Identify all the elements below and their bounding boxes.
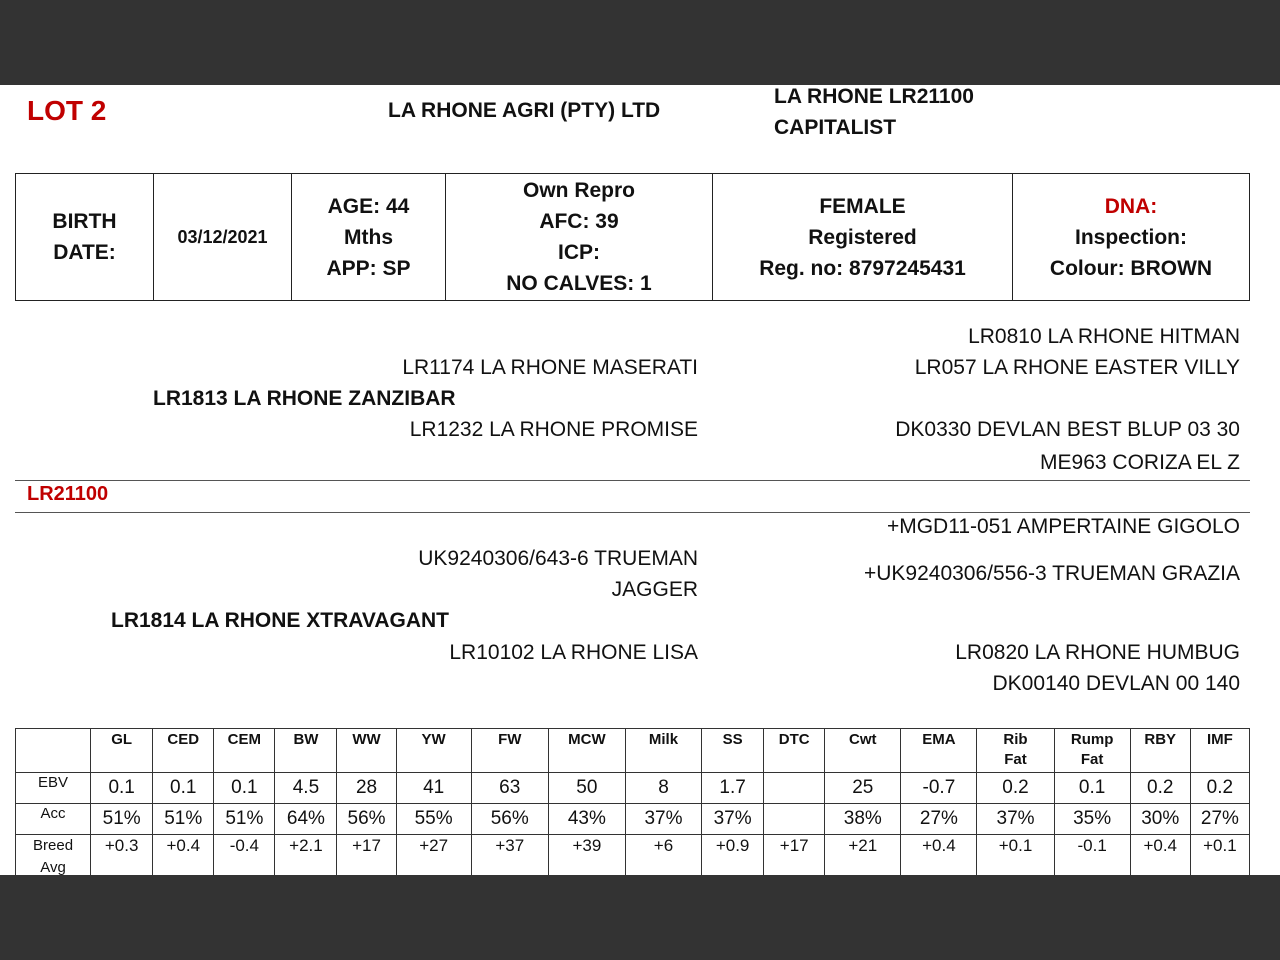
ebv-cell: 50: [548, 773, 625, 804]
birth-label-2: DATE:: [53, 241, 116, 264]
ped-ds-sire: +MGD11-051 AMPERTAINE GIGOLO: [886, 515, 1240, 538]
col-milk: Milk: [625, 729, 701, 773]
reg-status: Registered: [808, 225, 917, 249]
ebv-cell: 55%: [396, 804, 471, 835]
col-ww: WW: [337, 729, 396, 773]
ebv-cell: 37%: [625, 804, 701, 835]
col-ced: CED: [153, 729, 214, 773]
repro-cell: [446, 174, 713, 301]
ebv-cell: -0.4: [214, 835, 275, 880]
col-ema: EMA: [901, 729, 977, 773]
ebv-corner: [16, 729, 91, 773]
ebv-cell: 51%: [214, 804, 275, 835]
age-cell: [292, 174, 446, 301]
ped-sire-dam: LR1232 LA RHONE PROMISE: [409, 418, 698, 441]
inspection: Inspection:: [1074, 225, 1187, 249]
ped-ss-dam: LR057 LA RHONE EASTER VILLY: [914, 356, 1240, 379]
ebv-cell: +2.1: [275, 835, 337, 880]
ebv-header-row: [16, 729, 1250, 773]
ebv-row-ba: [16, 835, 1250, 880]
afc: AFC: 39: [539, 210, 619, 233]
ped-animal-id: LR21100: [27, 483, 109, 505]
ebv-cell: 30%: [1130, 804, 1190, 835]
ped-sire-sire: LR1174 LA RHONE MASERATI: [402, 356, 698, 379]
ebv-cell: +0.1: [977, 835, 1054, 880]
col-imf: IMF: [1190, 729, 1249, 773]
ebv-cell: +39: [548, 835, 625, 880]
icp: ICP:: [558, 241, 600, 264]
sex: FEMALE: [819, 194, 906, 218]
dna-label: DNA:: [1104, 194, 1158, 218]
birth-label-cell: [16, 174, 154, 301]
col-ss: SS: [702, 729, 764, 773]
col-fw: FW: [471, 729, 548, 773]
birth-label-1: BIRTH: [52, 210, 117, 233]
info-table: [15, 173, 1250, 301]
ebv-cell: +0.3: [91, 835, 153, 880]
col-dtc: DTC: [764, 729, 825, 773]
ebv-cell: +0.4: [153, 835, 214, 880]
ebv-cell: 4.5: [275, 773, 337, 804]
ebv-cell: 56%: [471, 804, 548, 835]
ebv-cell: 0.1: [214, 773, 275, 804]
ebv-cell: +0.9: [702, 835, 764, 880]
breeder-name: LA RHONE AGRI (PTY) LTD: [388, 99, 661, 122]
lot-number: LOT 2: [27, 95, 107, 126]
ebv-cell: +37: [471, 835, 548, 880]
ebv-cell: +21: [825, 835, 901, 880]
ped-sd-dam: ME963 CORIZA EL Z: [1040, 451, 1240, 474]
ebv-cell: 37%: [702, 804, 764, 835]
row-label: Acc: [16, 804, 91, 835]
age: AGE: 44: [327, 194, 410, 218]
ped-dam-dam: LR10102 LA RHONE LISA: [449, 641, 698, 664]
ebv-row-ebv: [16, 773, 1250, 804]
ebv-cell: 0.2: [977, 773, 1054, 804]
ebv-cell: 0.1: [1054, 773, 1130, 804]
ebv-cell: +6: [625, 835, 701, 880]
ped-dam-sire-line2: JAGGER: [611, 578, 698, 601]
ebv-cell: 8: [625, 773, 701, 804]
ebv-cell: 1.7: [702, 773, 764, 804]
ebv-cell: +17: [764, 835, 825, 880]
ebv-cell: 0.2: [1190, 773, 1249, 804]
registration-cell: [713, 174, 1013, 301]
ped-sd-sire: DK0330 DEVLAN BEST BLUP 03 30: [895, 418, 1240, 441]
ebv-cell: 25: [825, 773, 901, 804]
no-calves: NO CALVES: 1: [506, 272, 652, 295]
ebv-cell: 27%: [1190, 804, 1249, 835]
ped-dd-dam: DK00140 DEVLAN 00 140: [992, 672, 1240, 695]
ped-ss-sire: LR0810 LA RHONE HITMAN: [968, 325, 1240, 348]
ebv-cell: 27%: [901, 804, 977, 835]
ped-dam: LR1814 LA RHONE XTRAVAGANT: [111, 609, 449, 632]
ebv-cell: +27: [396, 835, 471, 880]
lot-document: [0, 85, 1280, 875]
col-cwt: Cwt: [825, 729, 901, 773]
col-bw: BW: [275, 729, 337, 773]
ebv-cell: 0.1: [91, 773, 153, 804]
divider-top: [15, 480, 1250, 481]
ebv-cell: 28: [337, 773, 396, 804]
ebv-cell: 51%: [91, 804, 153, 835]
dna-cell: [1013, 174, 1250, 301]
ebv-cell: 43%: [548, 804, 625, 835]
reg-no: Reg. no: 8797245431: [759, 256, 966, 280]
ebv-row-acc: [16, 804, 1250, 835]
ebv-cell: +0.4: [1130, 835, 1190, 880]
ebv-cell: 0.1: [153, 773, 214, 804]
col-cem: CEM: [214, 729, 275, 773]
ebv-cell: 37%: [977, 804, 1054, 835]
ebv-cell: [764, 804, 825, 835]
col-rump-fat: Rump Fat: [1054, 729, 1130, 773]
col-mcw: MCW: [548, 729, 625, 773]
age-unit: Mths: [344, 225, 393, 249]
animal-name-line2: CAPITALIST: [774, 116, 897, 139]
col-rib-fat: Rib Fat: [977, 729, 1054, 773]
col-yw: YW: [396, 729, 471, 773]
col-gl: GL: [91, 729, 153, 773]
ebv-cell: -0.1: [1054, 835, 1130, 880]
divider-bottom: [15, 512, 1250, 513]
ebv-cell: 38%: [825, 804, 901, 835]
colour: Colour: BROWN: [1049, 256, 1213, 280]
ebv-table: [15, 728, 1250, 880]
birth-date: 03/12/2021: [154, 174, 292, 301]
ebv-cell: +0.4: [901, 835, 977, 880]
appraisal: APP: SP: [326, 256, 411, 280]
ebv-cell: +0.1: [1190, 835, 1249, 880]
col-rby: RBY: [1130, 729, 1190, 773]
ebv-cell: [764, 773, 825, 804]
ebv-cell: 63: [471, 773, 548, 804]
ped-sire: LR1813 LA RHONE ZANZIBAR: [153, 387, 456, 410]
ped-dam-sire-line1: UK9240306/643-6 TRUEMAN: [418, 547, 698, 570]
ebv-cell: 35%: [1054, 804, 1130, 835]
ebv-cell: 51%: [153, 804, 214, 835]
ebv-cell: 41: [396, 773, 471, 804]
ped-ds-dam: +UK9240306/556-3 TRUEMAN GRAZIA: [863, 562, 1240, 585]
ebv-cell: 56%: [337, 804, 396, 835]
ebv-cell: 0.2: [1130, 773, 1190, 804]
ped-dd-sire: LR0820 LA RHONE HUMBUG: [955, 641, 1240, 664]
ebv-cell: +17: [337, 835, 396, 880]
animal-name-line1: LA RHONE LR21100: [774, 85, 974, 108]
repro-title: Own Repro: [522, 179, 635, 202]
animal-name: [774, 81, 974, 143]
ebv-cell: 64%: [275, 804, 337, 835]
row-label: Breed Avg: [16, 835, 91, 880]
row-label: EBV: [16, 773, 91, 804]
ebv-cell: -0.7: [901, 773, 977, 804]
